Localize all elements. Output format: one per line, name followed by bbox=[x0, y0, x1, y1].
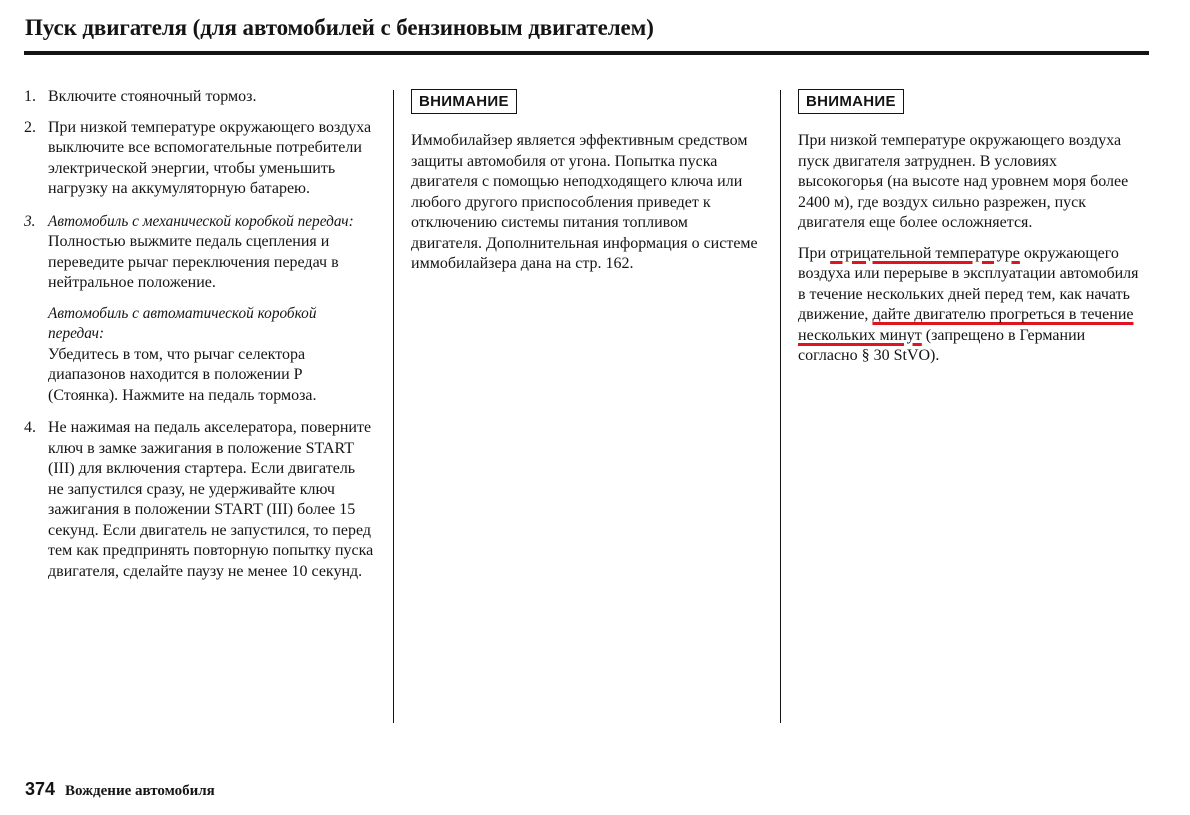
page-footer bbox=[25, 778, 215, 802]
text-segment: При bbox=[798, 244, 831, 262]
page-number: 374 bbox=[25, 779, 56, 799]
column-divider bbox=[780, 90, 781, 723]
step-number: 3. bbox=[24, 212, 36, 230]
step-3 bbox=[24, 212, 374, 407]
step-number: 4. bbox=[24, 419, 36, 436]
step-number: 2. bbox=[24, 118, 36, 136]
step-4 bbox=[24, 418, 374, 582]
step-1 bbox=[24, 87, 374, 108]
red-underlined-phrase: отрицательной температуре bbox=[830, 244, 1020, 262]
steps-column bbox=[24, 87, 374, 582]
section-name: Вождение автомобиля bbox=[65, 783, 215, 799]
notice-paragraph-2 bbox=[798, 244, 1140, 367]
notice-label: ВНИМАНИЕ bbox=[798, 89, 904, 114]
notice-immobilizer bbox=[411, 89, 761, 275]
manual-transmission-text: Полностью выжмите педаль сцепления и переведите рычаг переключения передач в нейтральное положение. bbox=[48, 233, 339, 291]
step-text: Включите стояночный тормоз. bbox=[48, 88, 257, 105]
column-divider bbox=[393, 90, 394, 723]
red-underlined-phrase: дайте двигателю прогреться в течение нескольких минут bbox=[798, 306, 1134, 344]
page-title: Пуск двигателя (для автомобилей с бензиновым двигателем) bbox=[25, 15, 654, 40]
notice-label: ВНИМАНИЕ bbox=[411, 89, 517, 114]
text-segment: окружающего воздуха или перерыве в эксплуатации автомобиля в течение нескольких дней перед тем, как начать движение, bbox=[798, 244, 1139, 323]
notice-cold-start bbox=[798, 89, 1140, 367]
manual-transmission-heading: Автомобиль с механической коробкой передач: bbox=[48, 212, 354, 230]
title-rule bbox=[24, 51, 1149, 55]
step-number: 1. bbox=[24, 88, 36, 105]
step-2 bbox=[24, 118, 374, 200]
automatic-transmission-text: Убедитесь в том, что рычаг селектора диапазонов находится в положении P (Стоянка). Нажмите на педаль тормоза. bbox=[48, 345, 317, 404]
text-segment: (запрещено в Германии согласно § 30 StVO). bbox=[798, 326, 1086, 364]
notice-paragraph-1: При низкой температуре окружающего воздуха пуск двигателя затруднен. В условиях высокогорья (на высоте над уровнем моря более 2400 м), где воздух сильно разрежен, пуск двигателя еще более осложняется. bbox=[798, 132, 1129, 231]
step-text: Не нажимая на педаль акселератора, поверните ключ в замке зажигания в положение START (III) для включения стартера. Если двигатель не запустился сразу, не удерживайте ключ зажигания в положении START (III) более 15 секунд. Если двигатель не запустился, то перед тем как предпринять повторную попытку пуска двигателя, сделайте паузу не менее 10 секунд. bbox=[48, 419, 374, 580]
automatic-transmission-heading: Автомобиль с автоматической коробкой передач: bbox=[48, 304, 317, 342]
notice-text: Иммобилайзер является эффективным средством защиты автомобиля от угона. Попытка пуска двигателя с помощью неподходящего ключа или любого другого приспособления приведет к отключению системы питания топливом двигателя. Дополнительная информация о системе иммобилайзера дана на стр. 162. bbox=[411, 132, 758, 272]
step-text: При низкой температуре окружающего воздуха выключите все вспомогательные потребители электрической энергии, чтобы уменьшить нагрузку на аккумуляторную батарею. bbox=[48, 118, 372, 197]
